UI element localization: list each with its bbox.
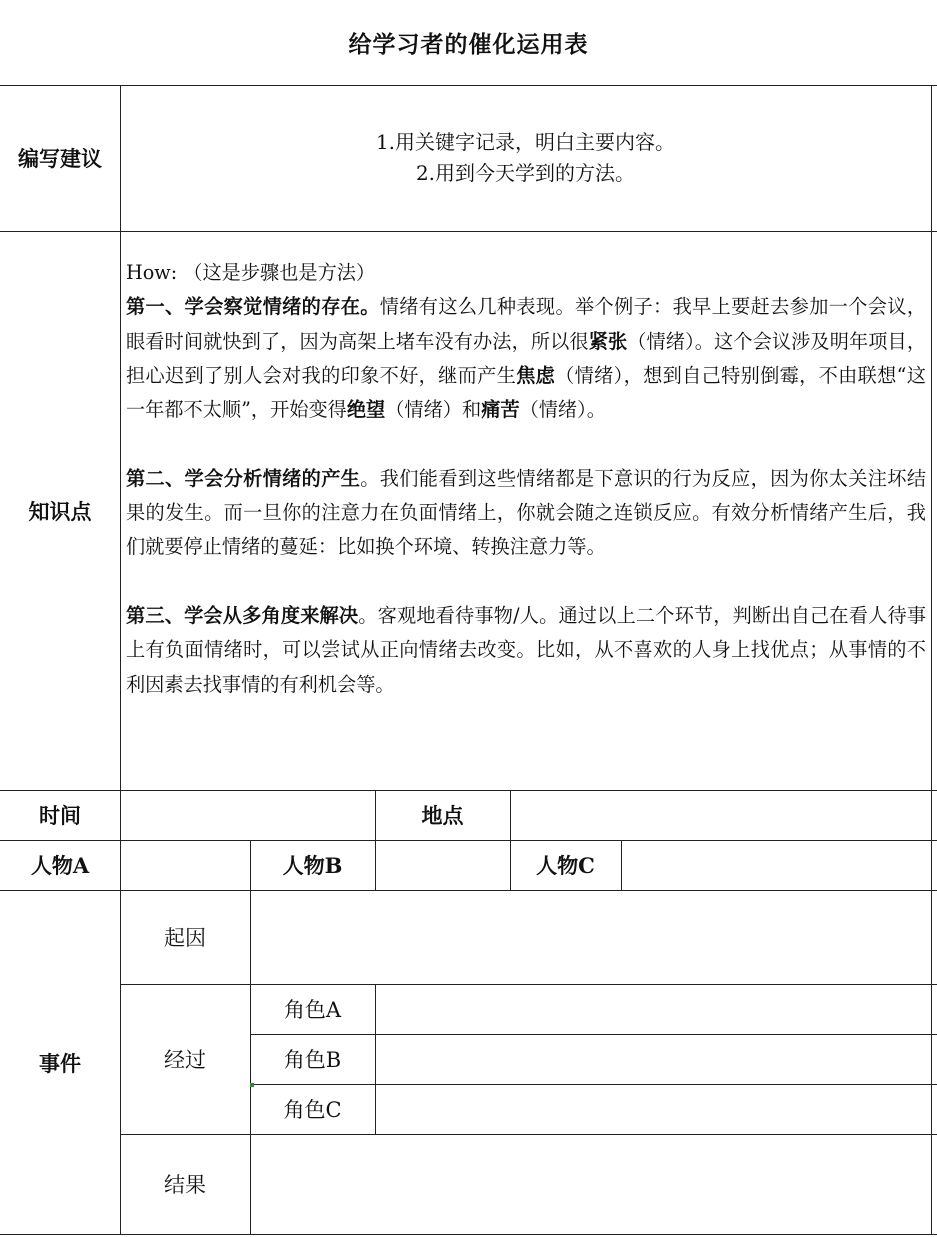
role-b-label: 角色B — [283, 1048, 342, 1072]
page-title: 给学习者的催化运用表 — [348, 31, 589, 58]
step-1-heading: 第一、学会察觉情绪的存在。 — [126, 295, 380, 319]
role-b-field[interactable] — [375, 1034, 931, 1084]
knowledge-content — [126, 256, 926, 702]
person-c-field[interactable] — [621, 840, 931, 890]
suggestion-line-1: 1.用关键字记录，明白主要内容。 — [375, 130, 676, 154]
time-field[interactable] — [120, 790, 375, 840]
knowledge-step-1: 第一、学会察觉情绪的存在。情绪有这么几种表现。举个例子：我早上要赶去参加一个会议，眼看时间就快到了，因为高架上堵车没有办法，所以很紧张（情绪）。这个会议涉及明年项目，担心迟到了别人会对我的印象不好，继而产生焦虑（情绪），想到自己特别倒霉，不由联想“这一年都不太顺”，开始变得绝望（情绪）和痛苦（情绪）。 — [126, 295, 927, 422]
result-field[interactable] — [250, 1134, 931, 1234]
step-3-heading: 第三、学会从多角度来解决 — [126, 603, 359, 627]
role-a-label: 角色A — [283, 998, 342, 1022]
place-label: 地点 — [421, 803, 464, 828]
suggestion-line-2: 2.用到今天学到的方法。 — [415, 161, 636, 185]
event-label: 事件 — [39, 1050, 81, 1076]
knowledge-step-3: 第三、学会从多角度来解决。客观地看待事物/人。通过以上二个环节，判断出自己在看人待事上有负面情绪时，可以尝试从正向情绪去改变。比如，从不喜欢的人身上找优点；从事情的不利因素去找事情的有利机会等。 — [126, 603, 927, 696]
process-label: 经过 — [164, 1048, 206, 1072]
cause-label: 起因 — [164, 926, 206, 950]
person-a-field[interactable] — [120, 840, 250, 890]
person-b-field[interactable] — [375, 840, 510, 890]
suggestion-content — [120, 85, 931, 231]
person-c-label: 人物C — [536, 853, 595, 878]
cause-field[interactable] — [250, 890, 931, 984]
time-label: 时间 — [39, 803, 81, 828]
role-c-label: 角色C — [283, 1098, 342, 1122]
role-a-field[interactable] — [375, 984, 931, 1034]
suggestion-label: 编写建议 — [18, 146, 102, 171]
knowledge-intro: How: （这是步骤也是方法） — [126, 261, 376, 284]
cell-comment-marker — [250, 1083, 254, 1087]
step-2-heading: 第二、学会分析情绪的产生 — [126, 466, 361, 490]
role-c-field[interactable] — [375, 1084, 931, 1134]
place-field[interactable] — [510, 790, 931, 840]
knowledge-label: 知识点 — [28, 498, 92, 524]
person-b-label: 人物B — [282, 853, 343, 878]
result-label: 结果 — [164, 1173, 206, 1197]
person-a-label: 人物A — [30, 853, 90, 878]
knowledge-step-2: 第二、学会分析情绪的产生。我们能看到这些情绪都是下意识的行为反应，因为你太关注坏结果的发生。而一旦你的注意力在负面情绪上，你就会随之连锁反应。有效分析情绪产生后，我们就要停止情绪的蔓延：比如换个环境、转换注意力等。 — [126, 466, 927, 559]
